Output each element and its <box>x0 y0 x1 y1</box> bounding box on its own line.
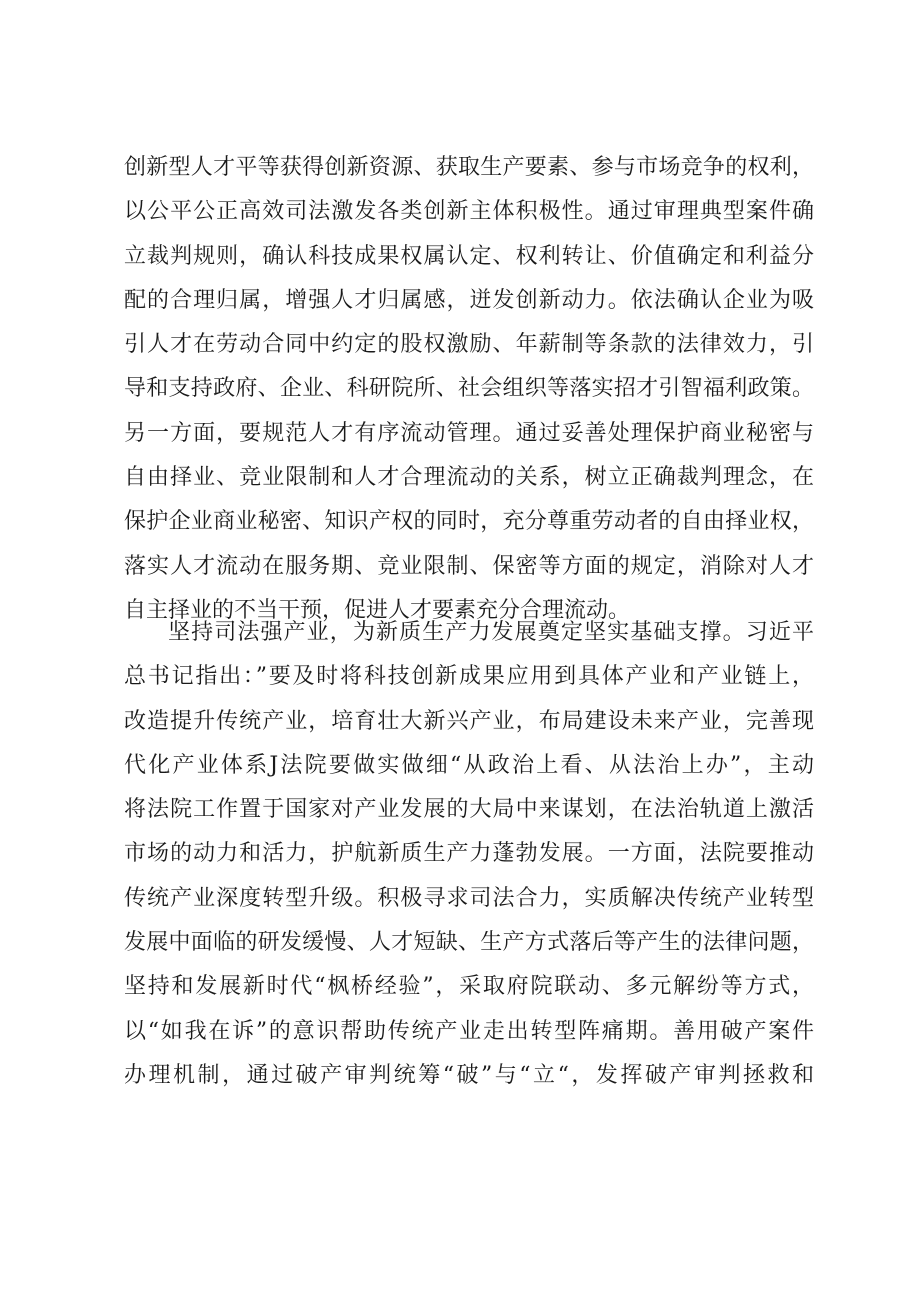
text-line: 代化产业体系J法院要做实做细“从政治上看、从法治上办”，主动 <box>124 752 814 778</box>
text-line: 立裁判规则，确认科技成果权属认定、权利转让、价值确定和利益分 <box>124 243 814 269</box>
text-line: 引人才在劳动合同中约定的股权激励、年薪制等条款的法律效力，引 <box>124 332 814 358</box>
paragraph-talent-mobility <box>124 146 814 633</box>
text-line: 总书记指出：”要及时将科技创新成果应用到具体产业和产业链上， <box>124 664 814 690</box>
text-line: 传统产业深度转型升级。积极寻求司法合力，实质解决传统产业转型 <box>124 885 814 911</box>
text-line: 以“如我在诉”的意识帮助传统产业走出转型阵痛期。善用破产案件 <box>124 1018 814 1044</box>
text-line: 自由择业、竞业限制和人才合理流动的关系，树立正确裁判理念，在 <box>124 465 814 491</box>
text-line: 坚持司法强产业，为新质生产力发展奠定坚实基础支撑。习近平 <box>168 620 814 645</box>
text-line: 将法院工作置于国家对产业发展的大局中来谋划，在法治轨道上激活 <box>124 797 814 823</box>
text-line: 市场的动力和活力，护航新质生产力蓬勃发展。一方面，法院要推动 <box>124 841 814 867</box>
text-line: 落实人才流动在服务期、竞业限制、保密等方面的规定，消除对人才 <box>124 553 814 579</box>
text-line: 坚持和发展新时代“枫桥经验”，采取府院联动、多元解纷等方式， <box>124 974 814 1000</box>
text-line: 以公平公正高效司法激发各类创新主体积极性。通过审理典型案件确 <box>124 199 814 225</box>
text-line: 另一方面，要规范人才有序流动管理。通过妥善处理保护商业秘密与 <box>124 420 814 446</box>
text-line: 发展中面临的研发缓慢、人才短缺、生产方式落后等产生的法律问题， <box>124 930 814 956</box>
paragraph-judicial-industry <box>124 611 814 1098</box>
text-line: 创新型人才平等获得创新资源、获取生产要素、参与市场竞争的权利， <box>124 155 814 180</box>
text-line: 配的合理归属，增强人才归属感，迸发创新动力。依法确认企业为吸 <box>124 287 814 313</box>
text-line: 改造提升传统产业，培育壮大新兴产业，布局建设未来产业，完善现 <box>124 708 814 734</box>
text-line: 办理机制，通过破产审判统筹“破”与“立“，发挥破产审判拯救和 <box>124 1062 814 1088</box>
text-line: 导和支持政府、企业、科研院所、社会组织等落实招才引智福利政策。 <box>124 376 814 402</box>
text-line: 自主择业的不当干预，促进人才要素充分合理流动。 <box>124 597 631 623</box>
text-line: 保护企业商业秘密、知识产权的同时，充分尊重劳动者的自由择业权， <box>124 509 814 535</box>
